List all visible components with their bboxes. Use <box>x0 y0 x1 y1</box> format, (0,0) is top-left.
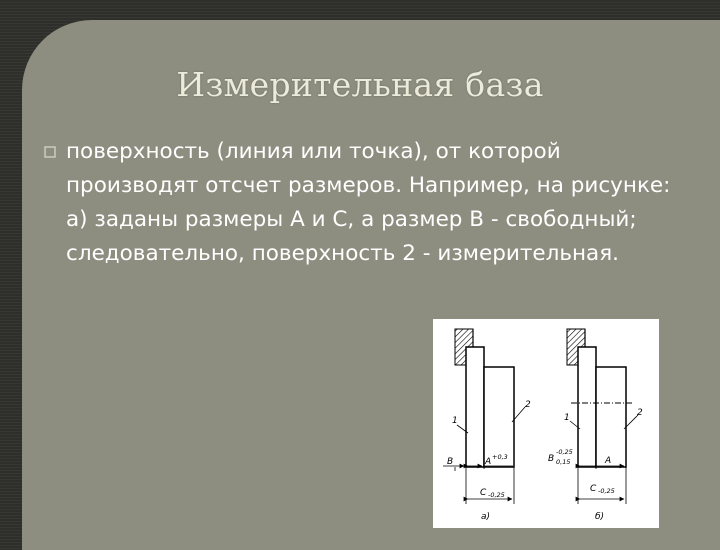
label-b-tolerance-lower: 0,15 <box>556 458 571 466</box>
part-wide-section <box>484 367 514 467</box>
caption-b: б) <box>595 512 605 522</box>
caption-a: а) <box>481 512 491 522</box>
label-2: 2 <box>637 408 643 418</box>
label-c-tolerance: -0,25 <box>598 487 615 495</box>
bullet-text: поверхность (линия или точка), от которой производят отсчет размеров. Например, на рисунке: а) заданы размеры А и С, а размер В - свободный; следовательно, поверхность 2 - измерительная. <box>66 139 671 266</box>
slide-title: Измерительная база <box>176 65 544 104</box>
part-narrow-section <box>466 347 484 467</box>
bullet-item <box>44 135 684 271</box>
hollow-square-bullet-icon <box>44 146 56 158</box>
part-narrow-section <box>578 347 596 467</box>
label-a: A <box>485 457 492 467</box>
label-1: 1 <box>452 416 458 426</box>
technical-drawing <box>433 319 659 528</box>
label-a: A <box>605 456 612 466</box>
drawing-part-a <box>443 329 531 522</box>
label-1: 1 <box>564 413 570 423</box>
label-c-tolerance: -0,25 <box>488 491 505 499</box>
part-wide-section <box>596 367 626 467</box>
label-b-tolerance-upper: -0,25 <box>556 448 573 456</box>
technical-drawing-figure <box>433 319 659 528</box>
label-b: B <box>447 457 454 467</box>
drawing-part-b <box>548 329 643 522</box>
label-b: B <box>548 454 555 464</box>
label-c: C <box>480 488 487 498</box>
label-a-tolerance: +0,3 <box>492 453 508 461</box>
label-2: 2 <box>525 400 531 410</box>
label-c: C <box>590 484 597 494</box>
